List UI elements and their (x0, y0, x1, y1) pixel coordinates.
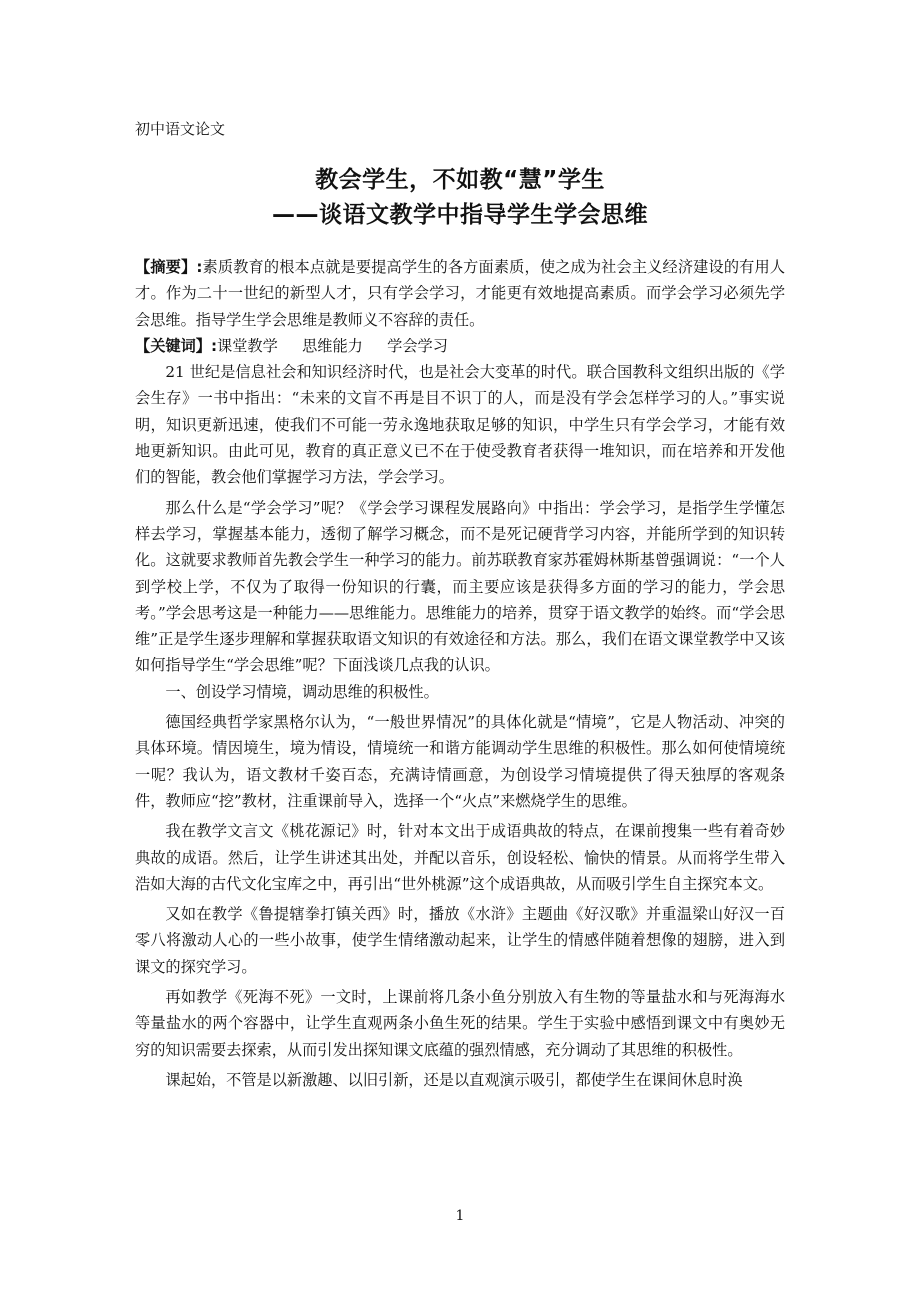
abstract-text: 素质教育的根本点就是要提高学生的各方面素质，使之成为社会主义经济建设的有用人才。作为二十一世纪的新型人才，只有学会学习，才能更有效地提高素质。而学会学习必须先学会思维。指导学生学会思维是教师义不容辞的责任。 (135, 258, 786, 329)
document-subtitle: ——谈语文教学中指导学生学会思维 (272, 202, 648, 228)
keyword-item: 课堂教学 (217, 336, 278, 355)
keyword-item: 学会学习 (387, 336, 448, 355)
document-title: 教会学生，不如教“慧”学生 (315, 167, 605, 193)
body-paragraph: 再如教学《死海不死》一文时，上课前将几条小鱼分别放入有生物的等量盐水和与死海海水等量盐水的两个容器中，让学生直观两条小鱼生死的结果。学生于实验中感悟到课文中有奥妙无穷的知识需要去探索，从而引发出探知课文底蕴的强烈情感，充分调动了其思维的积极性。 (135, 988, 785, 1059)
body-paragraph: 我在教学文言文《桃花源记》时，针对本文出于成语典故的特点，在课前搜集一些有着奇妙典故的成语。然后，让学生讲述其出处，并配以音乐，创设轻松、愉快的情景。从而将学生带入浩如大海的古代文化宝库之中，再引出“世外桃源”这个成语典故，从而吸引学生自主探究本文。 (135, 822, 785, 893)
document-body (135, 254, 785, 1093)
body-paragraph: 21 世纪是信息社会和知识经济时代，也是社会大变革的时代。联合国教科文组织出版的《学会生存》一书中指出：“未来的文盲不再是目不识丁的人，而是没有学会怎样学习的人。”事实说明，知识更新迅速，使我们不可能一劳永逸地获取足够的知识，中学生只有学会学习，才能有效地更新知识。由此可见，教育的真正意义已不在于使受教育者获得一堆知识，而在培养和开发他们的智能，教会他们掌握学习方法，学会学习。 (135, 363, 785, 487)
abstract (135, 254, 785, 333)
page-number: 1 (455, 1208, 465, 1224)
document-category: 初中语文论文 (135, 120, 226, 138)
keywords-label: 【关键词】: (135, 336, 218, 355)
abstract-label: 【摘要】: (135, 258, 203, 276)
keywords (135, 333, 785, 359)
body-paragraph: 课起始，不管是以新激趣、以旧引新，还是以直观演示吸引，都使学生在课间休息时涣 (165, 1070, 743, 1089)
keyword-item: 思维能力 (302, 336, 363, 355)
body-paragraph: 德国经典哲学家黑格尔认为，“一般世界情况”的具体化就是“情境”，它是人物活动、冲突的具体环境。情因境生，境为情设，情境统一和谐方能调动学生思维的积极性。那么如何使情境统一呢？我认为，语文教材千姿百态，充满诗情画意，为创设学习情境提供了得天独厚的客观条件，教师应“挖”教材，注重课前导入，选择一个“火点”来燃烧学生的思维。 (135, 713, 785, 810)
body-paragraph: 又如在教学《鲁提辖拳打镇关西》时，播放《水浒》主题曲《好汉歌》并重温梁山好汉一百零八将激动人心的一些小故事，使学生情绪激动起来，让学生的情感伴随着想像的翅膀，进入到课文的探究学习。 (135, 905, 785, 976)
body-paragraph: 那么什么是“学会学习”呢？《学会学习课程发展路向》中指出：学会学习，是指学生学懂怎样去学习，掌握基本能力，透彻了解学习概念，而不是死记硬背学习内容，并能所学到的知识转化。这就要求教师首先教会学生一种学习的能力。前苏联教育家苏霍姆林斯基曾强调说：“一个人到学校上学，不仅为了取得一份知识的行囊，而主要应该是获得多方面的学习的能力，学会思考。”学会思考这是一种能力——思维能力。思维能力的培养，贯穿于语文教学的始终。而“学会思维”正是学生逐步理解和掌握获取语文知识的有效途径和方法。那么，我们在语文课堂教学中又该如何指导学生“学会思维”呢？下面浅谈几点我的认识。 (135, 498, 785, 675)
section-heading: 一、创设学习情境，调动思维的积极性。 (165, 682, 439, 701)
